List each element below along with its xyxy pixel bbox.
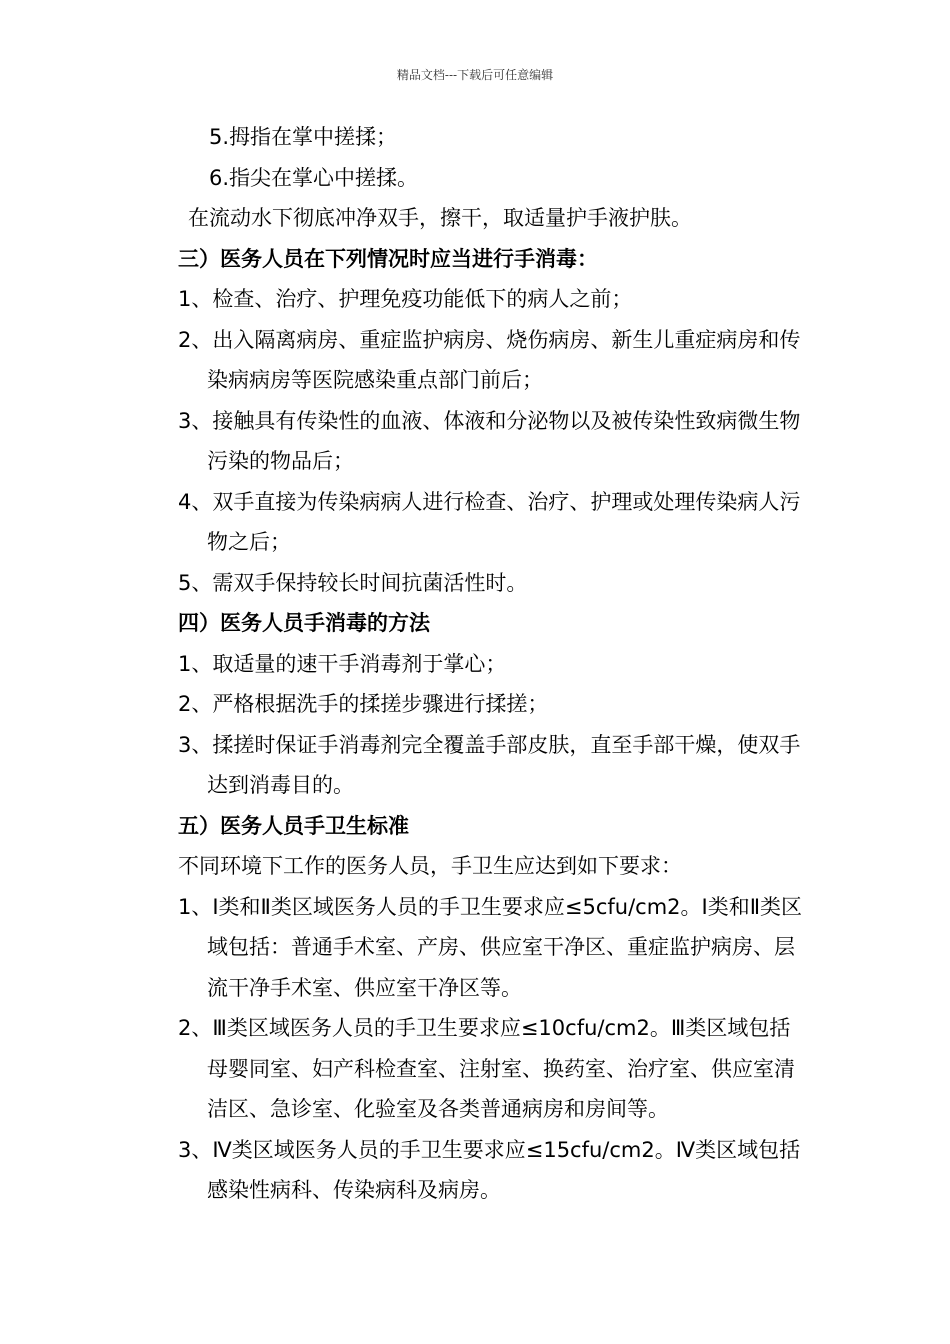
rinse-paragraph: 在流动水下彻底冲净双手，擦干，取适量护手液护肤。 — [188, 206, 692, 230]
section3-item-3: 3、接触具有传染性的血液、体液和分泌物以及被传染性致病微生物污染的物品后； — [178, 408, 801, 473]
section5-intro: 不同环境下工作的医务人员，手卫生应达到如下要求： — [178, 854, 682, 878]
step-5: 5.拇指在掌中搓揉； — [209, 125, 398, 149]
section3-item-1: 1、检查、治疗、护理免疫功能低下的病人之前； — [178, 287, 633, 311]
section5-item-2: 2、Ⅲ类区域医务人员的手卫生要求应≤10cfu/cm2。Ⅲ类区域包括母婴同室、妇产科检查室、注射室、换药室、治疗室、供应室清洁区、急诊室、化验室及各类普通病房和房间等。 — [178, 1016, 795, 1121]
section3-item-4: 4、双手直接为传染病病人进行检查、治疗、护理或处理传染病人污物之后； — [178, 489, 801, 554]
step-6: 6.指尖在掌心中搓揉。 — [209, 165, 419, 190]
section4-title: 四）医务人员手消毒的方法 — [178, 611, 430, 635]
section3-item-2: 2、出入隔离病房、重症监护病房、烧伤病房、新生儿重症病房和传染病病房等医院感染重点部门前后； — [178, 327, 801, 392]
section4-item-3: 3、揉搓时保证手消毒剂完全覆盖手部皮肤，直至手部干燥，使双手达到消毒目的。 — [178, 732, 801, 797]
document-body — [178, 117, 810, 1211]
section4-item-2: 2、严格根据洗手的揉搓步骤进行揉搓； — [178, 692, 549, 716]
page-header: 精品文档---下载后可任意编辑 — [396, 68, 554, 82]
section4-item-1: 1、取适量的速干手消毒剂于掌心； — [178, 651, 507, 676]
section3-title: 三）医务人员在下列情况时应当进行手消毒： — [178, 246, 598, 271]
section5-item-3: 3、Ⅳ类区域医务人员的手卫生要求应≤15cfu/cm2。Ⅳ类区域包括感染性病科、传染病科及病房。 — [178, 1137, 801, 1202]
section3-item-5: 5、需双手保持较长时间抗菌活性时。 — [178, 570, 528, 595]
section5-title: 五）医务人员手卫生标准 — [178, 813, 409, 838]
section5-item-1: 1、Ⅰ类和Ⅱ类区域医务人员的手卫生要求应≤5cfu/cm2。Ⅰ类和Ⅱ类区域包括：普通手术室、产房、供应室干净区、重症监护病房、层流干净手术室、供应室干净区等。 — [178, 894, 803, 1000]
